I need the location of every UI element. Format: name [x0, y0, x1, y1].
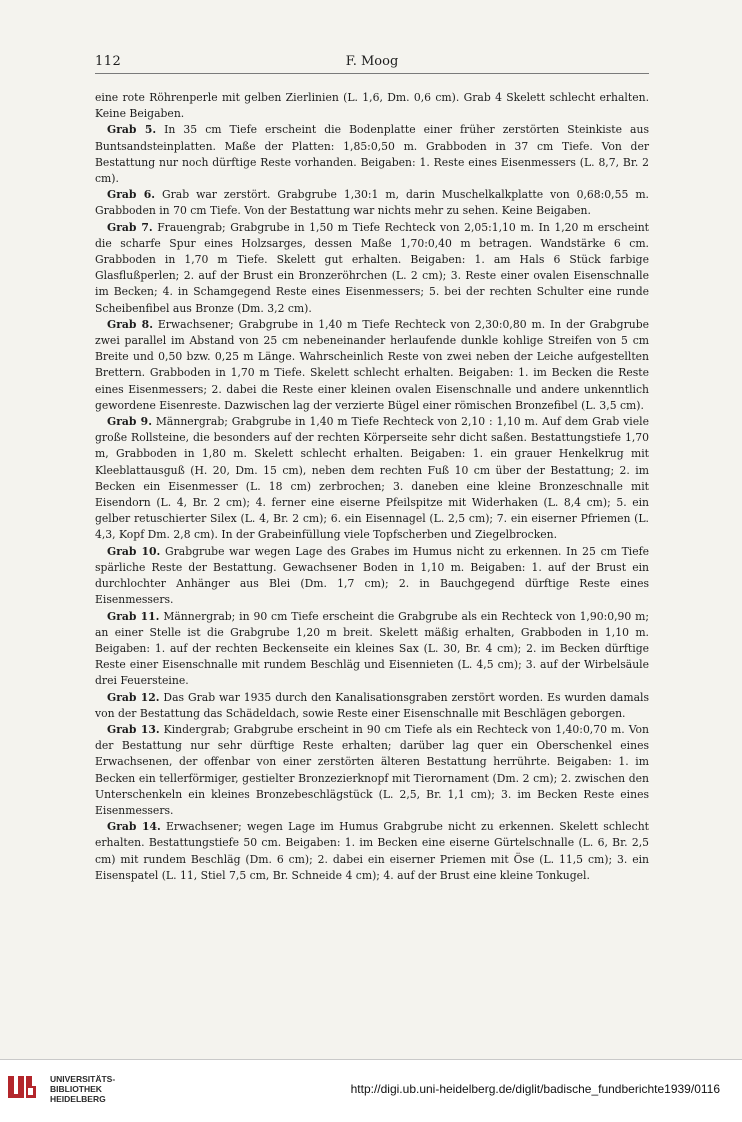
grave-entry-13	[95, 722, 649, 819]
header-rule	[95, 73, 649, 74]
grave-text: Männergrab; in 90 cm Tiefe erscheint die Grabgrube als ein Rechteck von 1,90:0,90 m; an einer Stelle ist die Grabgrube 1,20 m breit. Skelett mäßig erhalten, Grabboden in 1,10 m. Beigaben: 1. auf der rechten Beckenseite ein kleines Sax (L. 30, Br. 4 cm); 2. im Becken dürftige Reste einer Eisenschnalle mit rundem Beschläg und Eisennieten (L. 4,5 cm); 3. auf der Wirbelsäule drei Feuersteine.	[95, 609, 650, 688]
grave-entry-7	[95, 220, 649, 317]
grave-label: Grab 9.	[107, 415, 152, 429]
grave-entry-6	[95, 187, 649, 219]
grave-text: Erwachsener; wegen Lage im Humus Grabgrube nicht zu erkennen. Skelett schlecht erhalten. Bestattungstiefe 50 cm. Beigaben: 1. im Becken eine eiserne Gürtelschnalle (L. 6, Br. 2,5 cm) mit rundem Beschläg (Dm. 6 cm); 2. dabei ein eiserner Priemen mit Öse (L. 11,5 cm); 3. ein Eisenspatel (L. 11, Stiel 7,5 cm, Br. Schneide 4 cm); 4. auf der Brust eine kleine Tonkugel.	[95, 820, 650, 882]
grave-entry-11	[95, 609, 649, 690]
library-name	[50, 1074, 115, 1104]
paragraph-text: eine rote Röhrenperle mit gelben Zierlinien (L. 1,6, Dm. 0,6 cm). Grab 4 Skelett schlecht erhalten. Keine Beigaben.	[95, 91, 649, 121]
grave-entry-10	[95, 544, 649, 609]
grave-entry-14	[95, 819, 649, 884]
grave-text: Kindergrab; Grabgrube erscheint in 90 cm Tiefe als ein Rechteck von 1,40:0,70 m. Von der Bestattung nur sehr dürftige Reste erhalten; darüber lag quer ein Oberschenkel eines Erwachsenen, der offenbar von einer zerstörten älteren Bestattung herrührte. Beigaben: 1. im Becken ein tellerförmiger, gestielter Bronzezierknopf mit Tierornament (Dm. 2 cm); 2. zwischen den Unterschenkeln ein kleines Bronzebeschlägstück (L. 2,5, Br. 1,1 cm); 3. im Becken Reste eines Eisenmessers.	[95, 722, 649, 817]
grave-label: Grab 7.	[107, 220, 153, 234]
grave-text: Frauengrab; Grabgrube in 1,50 m Tiefe Rechteck von 2,05:1,10 m. In 1,20 m erscheint die scharfe Spur eines Holzsarges, dessen Maße 1,70:0,40 m betragen. Wandstärke 6 cm. Grabboden in 1,70 m Tiefe. Skelett gut erhalten. Beigaben: 1. am Hals 6 Stück farbige Glasflußperlen; 2. auf der Brust ein Bronzeröhrchen (L. 2 cm); 3. Reste einer ovalen Eisenschnalle im Becken; 4. in Schamgegend Reste eines Eisenmessers; 5. bei der rechten Schulter eine runde Scheibenfibel aus Bronze (Dm. 3,2 cm).	[95, 220, 649, 315]
paragraph-continuation	[95, 90, 649, 122]
grave-label: Grab 14.	[107, 820, 161, 834]
page-number: 112	[95, 54, 122, 69]
digitization-footer	[0, 1060, 742, 1122]
grave-label: Grab 8.	[107, 317, 153, 331]
grave-text: Das Grab war 1935 durch den Kanalisationsgraben zerstört worden. Es wurden damals von der Bestattung das Schädeldach, sowie Reste einer Eisenschnalle mit Beschlägen geborgen.	[95, 690, 649, 720]
library-name-line: BIBLIOTHEK	[50, 1084, 102, 1094]
grave-entry-9	[95, 414, 649, 544]
page-header	[95, 54, 649, 74]
grave-entry-5	[95, 122, 649, 187]
grave-text: Männergrab; Grabgrube in 1,40 m Tiefe Rechteck von 2,10 : 1,10 m. Auf dem Grab viele große Rollsteine, die besonders auf der rechten Körperseite sehr dicht saßen. Bestattungstiefe 1,70 m, Grabboden in 1,80 m. Skelett schlecht erhalten. Beigaben: 1. ein grauer Henkelkrug mit Kleeblattausguß (H. 20, Dm. 15 cm), neben dem rechten Fuß 10 cm über der Bestattung; 2. im Becken ein Eisenmesser (L. 18 cm) zerbrochen; 3. daneben eine kleine Bronzeschnalle mit Eisendorn (L. 4, Br. 2 cm); 4. ferner eine eiserne Pfeilspitze mit Widerhaken (L. 8,4 cm); 5. ein gelber retuschierter Silex (L. 4, Br. 2 cm); 6. ein Eisennagel (L. 2,5 cm); 7. ein eiserner Pfriemen (L. 4,3, Kopf Dm. 2,8 cm). In der Grabeinfüllung viele Topfscherben und Ziegelbrocken.	[95, 415, 649, 542]
grave-label: Grab 12.	[107, 690, 160, 704]
grave-text: In 35 cm Tiefe erscheint die Bodenplatte einer früher zerstörten Steinkiste aus Buntsandsteinplatten. Maße der Platten: 1,85:0,50 m. Grabboden in 37 cm Tiefe. Von der Bestattung nur noch dürftige Reste vorhanden. Beigaben: 1. Reste eines Eisenmessers (L. 8,7, Br. 2 cm).	[95, 123, 649, 186]
library-name-line: HEIDELBERG	[50, 1094, 106, 1104]
grave-entry-8	[95, 317, 649, 414]
grave-label: Grab 5.	[107, 123, 157, 137]
grave-label: Grab 11.	[107, 609, 160, 623]
page-body	[95, 90, 649, 884]
source-url-link[interactable]: http://digi.ub.uni-heidelberg.de/diglit/badische_fundberichte1939/0116	[350, 1082, 720, 1096]
grave-label: Grab 6.	[107, 188, 156, 202]
grave-label: Grab 13.	[107, 722, 160, 736]
grave-entry-12	[95, 690, 649, 722]
university-library-logo-icon	[4, 1068, 40, 1104]
grave-text: Erwachsener; Grabgrube in 1,40 m Tiefe Rechteck von 2,30:0,80 m. In der Grabgrube zwei parallel im Abstand von 25 cm nebeneinander herlaufende dunkle kohlige Streifen von 5 cm Breite und 0,50 bzw. 0,25 m Länge. Wahrscheinlich Reste von zwei neben der Leiche aufgestellten Brettern. Grabboden in 1,70 m Tiefe. Skelett schlecht erhalten. Beigaben: 1. im Becken die Reste eines Eisenmessers; 2. dabei die Reste einer kleinen ovalen Eisenschnalle und andere unkenntlich gewordene Eisenreste. Dazwischen lag der verzierte Bügel einer römischen Bronzefibel (L. 3,5 cm).	[95, 317, 649, 412]
grave-text: Grabgrube war wegen Lage des Grabes im Humus nicht zu erkennen. In 25 cm Tiefe spärliche Reste der Bestattung. Gewachsener Boden in 1,10 m. Beigaben: 1. auf der Brust ein durchlochter Anhänger aus Blei (Dm. 1,7 cm); 2. in Bauchgegend dürftige Reste eines Eisenmessers.	[95, 544, 649, 607]
grave-label: Grab 10.	[107, 544, 161, 558]
running-head-author: F. Moog	[345, 54, 399, 69]
library-name-line: UNIVERSITÄTS-	[50, 1074, 116, 1084]
grave-text: Grab war zerstört. Grabgrube 1,30:1 m, darin Muschelkalkplatte von 0,68:0,55 m. Grabboden in 70 cm Tiefe. Von der Bestattung war nichts mehr zu sehen. Keine Beigaben.	[95, 188, 649, 218]
